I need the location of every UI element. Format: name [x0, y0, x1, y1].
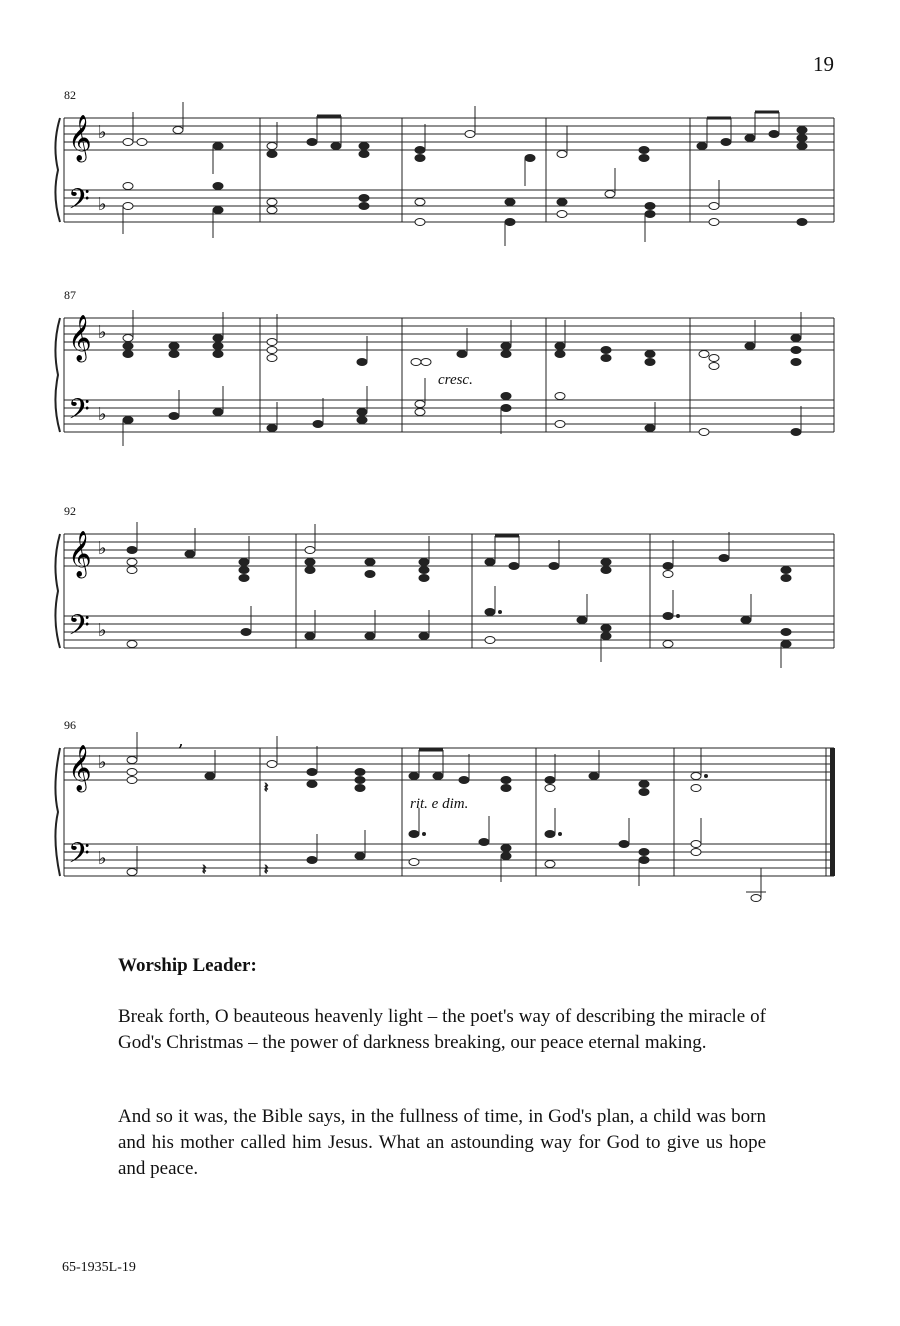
svg-text:𝄞: 𝄞	[68, 115, 92, 161]
svg-text:♭: ♭	[98, 538, 107, 559]
svg-text:♭: ♭	[98, 404, 107, 425]
catalog-code: 65-1935L-19	[62, 1260, 136, 1275]
svg-text:,: ,	[178, 730, 184, 751]
svg-text:♭: ♭	[98, 752, 107, 773]
svg-text:♭: ♭	[98, 848, 107, 869]
measure-number: 87	[64, 288, 76, 302]
grand-staff	[50, 96, 840, 256]
svg-text:♭: ♭	[98, 122, 107, 143]
paragraph-text: And so it was, the Bible says, in the fullness of time, in God's plan, a child was born and his mother called him Jesus. What an astounding way for God to give us hope and peace.	[118, 1106, 766, 1179]
svg-text:𝄢: 𝄢	[68, 393, 90, 433]
music-system-1	[50, 88, 840, 256]
narration-paragraph-1	[118, 1004, 766, 1056]
grand-staff	[50, 512, 840, 672]
paragraph-text: Break forth, O beauteous heavenly light – the poet's way of describing the miracle of God's Christmas – the power of darkness breaking, our peace eternal making.	[118, 1006, 766, 1053]
page-number: 19	[813, 52, 834, 76]
svg-text:𝄢: 𝄢	[68, 609, 90, 649]
svg-text:𝄽: 𝄽	[264, 780, 269, 796]
svg-text:♭: ♭	[98, 620, 107, 641]
svg-text:𝄢: 𝄢	[68, 837, 90, 877]
svg-text:𝄞: 𝄞	[68, 745, 92, 791]
measure-number: 82	[64, 88, 76, 102]
measure-number: 96	[64, 718, 76, 732]
svg-text:𝄞: 𝄞	[68, 531, 92, 577]
svg-text:𝄞: 𝄞	[68, 315, 92, 361]
music-system-2	[50, 288, 840, 456]
section-heading: Worship Leader:	[118, 955, 257, 976]
svg-text:𝄢: 𝄢	[68, 183, 90, 223]
svg-text:𝄽: 𝄽	[264, 862, 269, 878]
narration-paragraph-2	[118, 1104, 766, 1182]
svg-text:♭: ♭	[98, 322, 107, 343]
svg-text:𝄽: 𝄽	[202, 862, 207, 878]
music-system-3	[50, 504, 840, 672]
grand-staff	[50, 726, 840, 906]
expression-mark: rit. e dim.	[410, 796, 469, 812]
expression-mark: cresc.	[438, 372, 473, 388]
svg-text:♭: ♭	[98, 194, 107, 215]
music-system-4	[50, 718, 840, 886]
grand-staff	[50, 296, 840, 456]
measure-number: 92	[64, 504, 76, 518]
